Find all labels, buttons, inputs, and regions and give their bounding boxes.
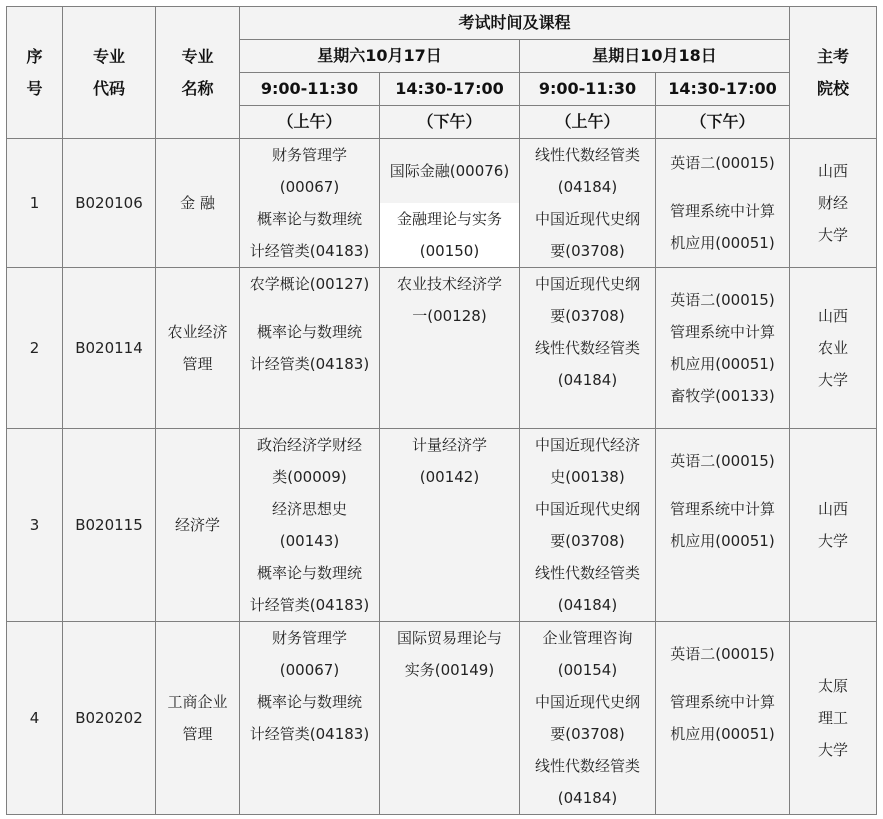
table-row xyxy=(7,268,877,429)
row-major-name: 工商企业 管理 xyxy=(156,622,240,815)
row-sun-pm-courses: 英语二(00015) 管理系统中计算 机应用(00051) xyxy=(656,139,790,268)
row-sat-am-courses: 农学概论(00127) 概率论与数理统 计经管类(04183) xyxy=(240,268,380,429)
row-seq: 1 xyxy=(7,139,63,268)
row-sun-am-courses: 线性代数经管类 (04184) 中国近现代史纲 要(03708) xyxy=(520,139,656,268)
header-seq: 序 号 xyxy=(7,7,63,139)
table-row xyxy=(7,429,877,622)
row-sun-am-courses: 企业管理咨询 (00154) 中国近现代史纲 要(03708) 线性代数经管类 (04184) xyxy=(520,622,656,815)
row-sat-pm-courses: 计量经济学 (00142) xyxy=(380,429,520,622)
row-seq: 2 xyxy=(7,268,63,429)
row-major-name: 农业经济 管理 xyxy=(156,268,240,429)
row-seq: 3 xyxy=(7,429,63,622)
row-code: B020115 xyxy=(63,429,156,622)
header-name: 专业 名称 xyxy=(156,7,240,139)
header-sat-pm-label: （下午） xyxy=(380,106,520,139)
row-code: B020114 xyxy=(63,268,156,429)
header-sun-pm-label: （下午） xyxy=(656,106,790,139)
row-school: 太原 理工 大学 xyxy=(790,622,877,815)
row-sat-am-courses: 财务管理学 (00067) 概率论与数理统 计经管类(04183) xyxy=(240,622,380,815)
row-sat-am-courses: 政治经济学财经 类(00009) 经济思想史 (00143) 概率论与数理统 计经管类(04183) xyxy=(240,429,380,622)
row-code: B020202 xyxy=(63,622,156,815)
row-school: 山西 财经 大学 xyxy=(790,139,877,268)
header-sun-am-label: （上午） xyxy=(520,106,656,139)
header-sat-pm-time: 14:30-17:00 xyxy=(380,73,520,106)
row-sun-am-courses: 中国近现代经济 史(00138) 中国近现代史纲 要(03708) 线性代数经管类 (04184) xyxy=(520,429,656,622)
row-sun-pm-courses: 英语二(00015) 管理系统中计算 机应用(00051) 畜牧学(00133) xyxy=(656,268,790,429)
row-sat-pm-courses: 国际贸易理论与 实务(00149) xyxy=(380,622,520,815)
row-seq: 4 xyxy=(7,622,63,815)
table-row xyxy=(7,622,877,815)
row-sun-pm-courses: 英语二(00015) 管理系统中计算 机应用(00051) xyxy=(656,622,790,815)
header-sat-am-label: （上午） xyxy=(240,106,380,139)
header-sun-am-time: 9:00-11:30 xyxy=(520,73,656,106)
row-sun-am-courses: 中国近现代史纲 要(03708) 线性代数经管类 (04184) xyxy=(520,268,656,429)
row-sat-pm-courses: 国际金融(00076) 金融理论与实务 (00150) xyxy=(380,139,520,268)
exam-schedule-table xyxy=(6,6,877,815)
header-exam-title: 考试时间及课程 xyxy=(240,7,790,40)
header-row-1 xyxy=(7,7,877,40)
row-sat-pm-courses: 农业技术经济学 一(00128) xyxy=(380,268,520,429)
row-school: 山西 农业 大学 xyxy=(790,268,877,429)
header-sat-am-time: 9:00-11:30 xyxy=(240,73,380,106)
row-school: 山西 大学 xyxy=(790,429,877,622)
table-row xyxy=(7,139,877,268)
header-sun-pm-time: 14:30-17:00 xyxy=(656,73,790,106)
header-code: 专业 代码 xyxy=(63,7,156,139)
row-sat-am-courses: 财务管理学 (00067) 概率论与数理统 计经管类(04183) xyxy=(240,139,380,268)
header-day-saturday: 星期六10月17日 xyxy=(240,40,520,73)
row-major-name: 金 融 xyxy=(156,139,240,268)
header-day-sunday: 星期日10月18日 xyxy=(520,40,790,73)
row-sun-pm-courses: 英语二(00015) 管理系统中计算 机应用(00051) xyxy=(656,429,790,622)
row-code: B020106 xyxy=(63,139,156,268)
header-school: 主考 院校 xyxy=(790,7,877,139)
row-major-name: 经济学 xyxy=(156,429,240,622)
